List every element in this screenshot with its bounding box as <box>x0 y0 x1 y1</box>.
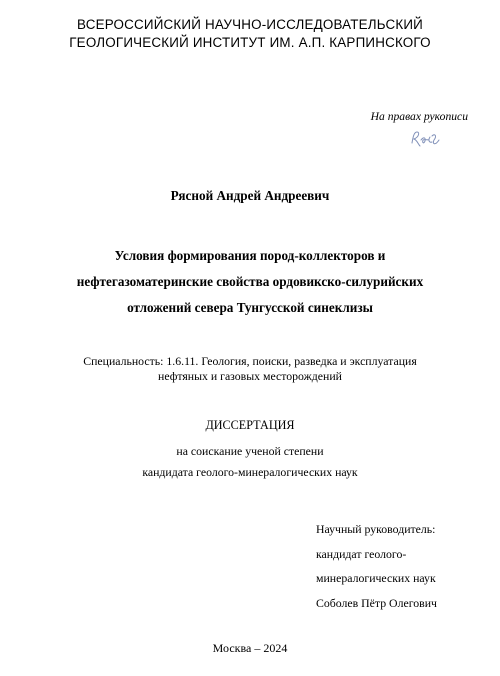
supervisor-line: Соболев Пётр Олегович <box>316 595 437 610</box>
supervisor-line: минералогических наук <box>316 571 436 585</box>
title-line: отложений севера Тунгусской синеклизы <box>127 300 373 315</box>
degree-line: на соискание ученой степени <box>176 444 324 458</box>
supervisor-line: Научный руководитель: <box>316 522 436 536</box>
manuscript-rights-note: На правах рукописи <box>370 110 468 123</box>
degree-sought <box>0 441 500 483</box>
title-line: Условия формирования пород-коллекторов и <box>114 248 386 263</box>
degree-line: кандидата геолого-минералогических наук <box>142 465 358 479</box>
institution-name <box>0 16 500 52</box>
specialty <box>0 354 500 384</box>
institution-line: ГЕОЛОГИЧЕСКИЙ ИНСТИТУТ ИМ. А.П. КАРПИНСКОГО <box>69 35 431 50</box>
author-name: Рясной Андрей Андреевич <box>170 188 330 203</box>
handwritten-signature <box>408 128 442 150</box>
dissertation-title <box>0 243 500 321</box>
institution-line: ВСЕРОССИЙСКИЙ НАУЧНО-ИССЛЕДОВАТЕЛЬСКИЙ <box>77 17 423 32</box>
specialty-line: нефтяных и газовых месторождений <box>158 369 342 383</box>
scientific-supervisor <box>316 517 437 615</box>
title-line: нефтегазоматеринские свойства ордовикско-силурийских <box>76 274 424 289</box>
document-type: ДИССЕРТАЦИЯ <box>205 418 295 432</box>
supervisor-line: кандидат геолого- <box>316 546 407 561</box>
city-year: Москва – 2024 <box>212 641 288 655</box>
specialty-line: Специальность: 1.6.11. Геология, поиски, разведка и эксплуатация <box>83 354 417 368</box>
